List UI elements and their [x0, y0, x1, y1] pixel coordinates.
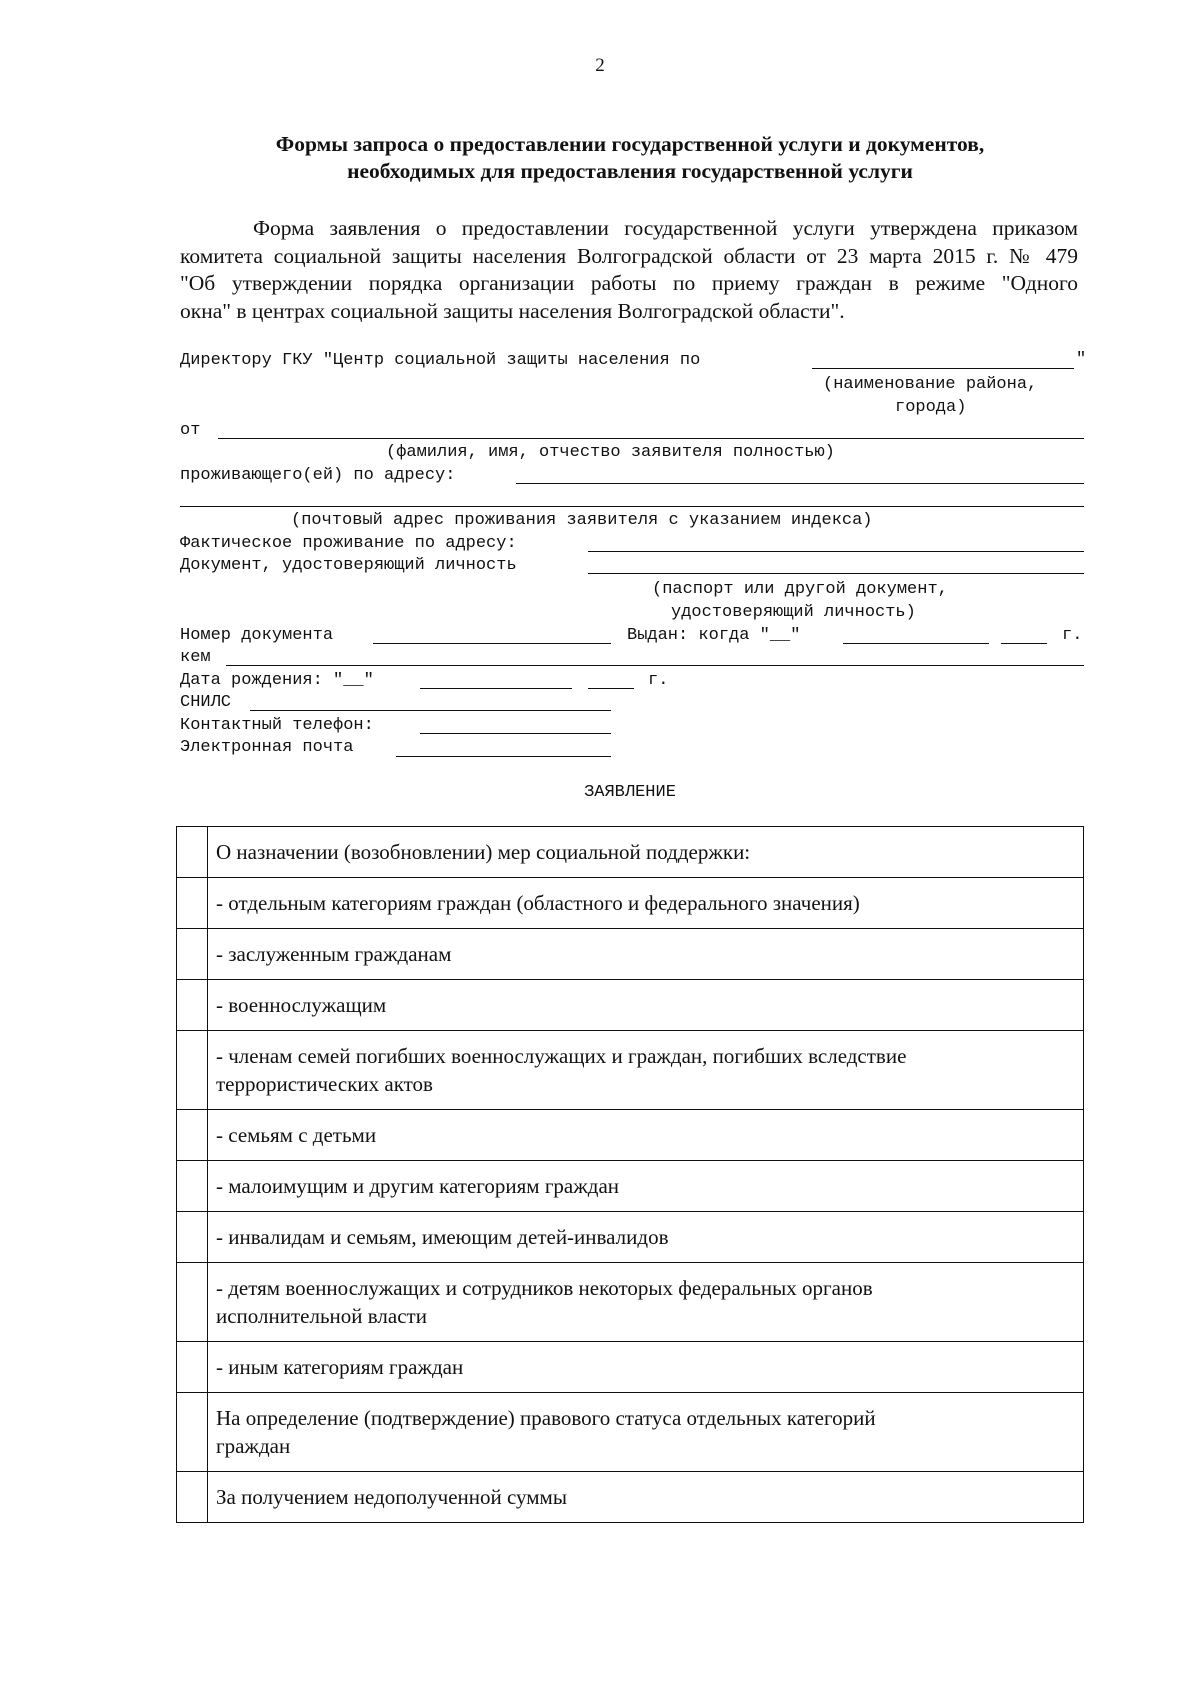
document-number-label: Номер документа	[180, 626, 334, 645]
service-label-line: За получением недополученной суммы	[216, 1485, 567, 1509]
service-label-line: - семьям с детьми	[216, 1123, 377, 1147]
service-checkbox[interactable]	[177, 1472, 208, 1523]
service-label-line: О назначении (возобновлении) мер социальной поддержки:	[216, 840, 751, 864]
service-row	[177, 1110, 1084, 1161]
id-document-hint: (паспорт или другой документ,	[652, 580, 948, 599]
title-line-2: необходимых для предоставления государственной услуги	[347, 159, 913, 183]
service-label	[208, 878, 1084, 929]
service-label-line: граждан	[216, 1434, 291, 1458]
service-row	[177, 878, 1084, 929]
service-checkbox[interactable]	[177, 1393, 208, 1472]
issued-year-field[interactable]	[1001, 643, 1047, 644]
service-checkbox[interactable]	[177, 1110, 208, 1161]
fio-hint: (фамилия, имя, отчество заявителя полностью)	[386, 443, 835, 462]
intro-line-4: окна" в центрах социальной защиты населения Волгоградской области".	[180, 298, 845, 323]
service-label-line: - военнослужащим	[216, 993, 387, 1017]
district-hint-2: города)	[895, 398, 967, 417]
snils-field[interactable]	[250, 710, 611, 711]
actual-residence-field[interactable]	[588, 551, 1084, 552]
service-checkbox[interactable]	[177, 1161, 208, 1212]
director-label: Директору ГКУ "Центр социальной защиты населения по	[180, 351, 701, 370]
issued-label: Выдан: когда "__"	[627, 626, 801, 645]
service-label	[208, 980, 1084, 1031]
email-label: Электронная почта	[180, 738, 354, 757]
service-label-line: - малоимущим и другим категориям граждан	[216, 1174, 620, 1198]
actual-residence-label: Фактическое проживание по адресу:	[180, 534, 517, 553]
applicant-form	[0, 0, 1200, 800]
service-row	[177, 1161, 1084, 1212]
birth-year-field[interactable]	[588, 688, 634, 689]
service-checkbox[interactable]	[177, 1342, 208, 1393]
service-label	[208, 1393, 1084, 1472]
service-checkbox[interactable]	[177, 1263, 208, 1342]
issued-month-field[interactable]	[843, 643, 989, 644]
service-row	[177, 827, 1084, 878]
statement-heading: ЗАЯВЛЕНИЕ	[584, 783, 676, 802]
snils-label: СНИЛС	[180, 693, 232, 712]
service-label	[208, 1212, 1084, 1263]
service-label	[208, 1263, 1084, 1342]
service-row	[177, 1263, 1084, 1342]
district-hint: (наименование района,	[823, 375, 1038, 394]
service-label	[208, 827, 1084, 878]
residing-address-field[interactable]	[516, 483, 1084, 484]
service-label	[208, 1342, 1084, 1393]
district-field[interactable]	[812, 368, 1074, 369]
service-checkbox[interactable]	[177, 827, 208, 878]
document-number-field[interactable]	[373, 643, 611, 644]
service-label-line: исполнительной власти	[216, 1304, 427, 1328]
service-row	[177, 1342, 1084, 1393]
issued-by-field[interactable]	[226, 665, 1084, 666]
service-label	[208, 1472, 1084, 1523]
service-checkbox[interactable]	[177, 1212, 208, 1263]
service-label-line: - инвалидам и семьям, имеющим детей-инвалидов	[216, 1225, 669, 1249]
service-row	[177, 1031, 1084, 1110]
residing-label: проживающего(ей) по адресу:	[180, 466, 456, 485]
service-row	[177, 1393, 1084, 1472]
title-line-1: Формы запроса о предоставлении государственной услуги и документов,	[275, 132, 985, 156]
service-checkbox[interactable]	[177, 980, 208, 1031]
page-number: 2	[595, 55, 605, 76]
service-label-line: - заслуженным гражданам	[216, 942, 452, 966]
id-document-label: Документ, удостоверяющий личность	[180, 556, 517, 575]
birth-date-label: Дата рождения: "__"	[180, 671, 374, 690]
phone-label: Контактный телефон:	[180, 716, 374, 735]
birth-month-field[interactable]	[420, 688, 572, 689]
service-row	[177, 1212, 1084, 1263]
residing-address-field-2[interactable]	[180, 506, 1084, 507]
director-quote: "	[1076, 350, 1087, 369]
service-label-line: - отдельным категориям граждан (областного и федерального значения)	[216, 891, 860, 915]
service-label	[208, 1110, 1084, 1161]
service-row	[177, 980, 1084, 1031]
phone-field[interactable]	[420, 733, 611, 734]
issued-by-label: кем	[180, 648, 211, 667]
intro-line-2: комитета социальной защиты населения Волгоградской области от 23 марта 2015 г. № 479	[180, 243, 1078, 268]
intro-line-1: Форма заявления о предоставлении государственной услуги утверждена приказом	[253, 216, 1078, 240]
service-checkbox[interactable]	[177, 929, 208, 980]
issued-year-suffix: г.	[1062, 626, 1083, 645]
postal-hint: (почтовый адрес проживания заявителя с указанием индекса)	[291, 511, 873, 530]
service-row	[177, 929, 1084, 980]
service-label	[208, 1161, 1084, 1212]
from-label: от	[180, 421, 201, 440]
service-label-line: На определение (подтверждение) правового статуса отдельных категорий	[216, 1406, 876, 1430]
service-label-line: - детям военнослужащих и сотрудников некоторых федеральных органов	[216, 1276, 873, 1300]
service-row	[177, 1472, 1084, 1523]
id-document-hint-2: удостоверяющий личность)	[671, 603, 916, 622]
service-label-line: - членам семей погибших военнослужащих и граждан, погибших вследствие	[216, 1044, 907, 1068]
service-checkbox[interactable]	[177, 878, 208, 929]
intro-line-3: "Об утверждении порядка организации работы по приему граждан в режиме "Одного	[180, 271, 1078, 295]
service-label-line: террористических актов	[216, 1072, 433, 1096]
service-label-line: - иным категориям граждан	[216, 1355, 464, 1379]
email-field[interactable]	[396, 756, 611, 757]
id-document-field[interactable]	[588, 573, 1084, 574]
service-label	[208, 1031, 1084, 1110]
service-label	[208, 929, 1084, 980]
fio-field[interactable]	[218, 438, 1084, 439]
birth-year-suffix: г.	[648, 671, 669, 690]
service-checkbox[interactable]	[177, 1031, 208, 1110]
services-table	[176, 826, 1084, 1523]
